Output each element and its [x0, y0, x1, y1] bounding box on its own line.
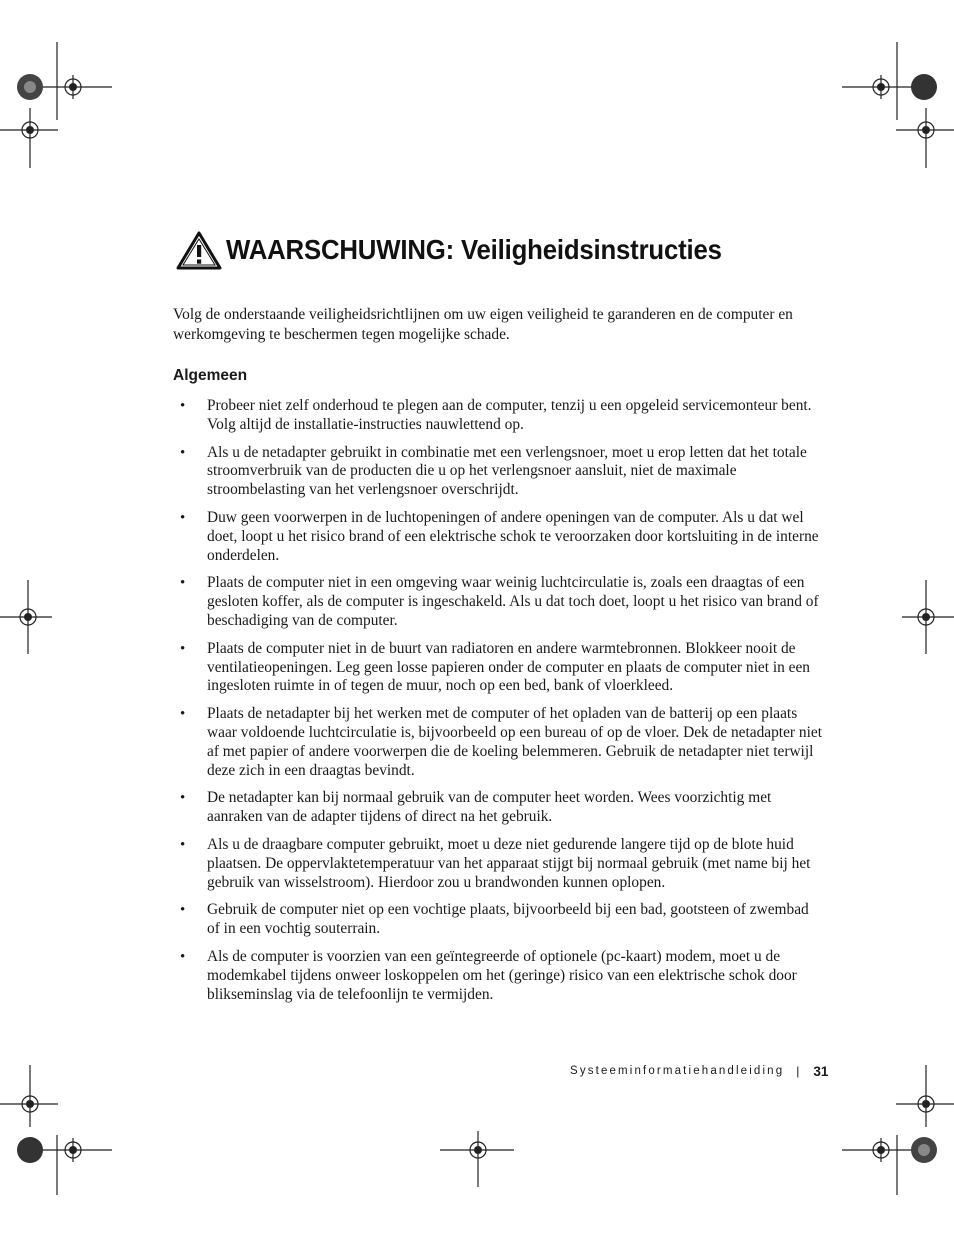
list-item-text: Als u de draagbare computer gebruikt, moet u deze niet gedurende langere tijd op de blote huid plaatsen. De oppervlaktetemperatuur van het apparaat stijgt bij normaal gebruik (met name bij het gebruik van wisselstroom). Hierdoor zou u brandwonden kunnen oplopen. [207, 835, 811, 891]
list-item [173, 901, 825, 939]
list-item-text: Duw geen voorwerpen in de luchtopeningen of andere openingen van de computer. Als u dat wel doet, loopt u het risico brand of een elektrische schok te veroorzaken door kortsluiting in de interne onderdelen. [207, 508, 819, 564]
intro-paragraph: Volg de onderstaande veiligheidsrichtlijnen om uw eigen veiligheid te garanderen en de computer en werkomgeving te beschermen tegen mogelijke schade. [173, 306, 793, 343]
list-item [173, 509, 825, 565]
bullet-icon: • [180, 902, 186, 919]
bullet-icon: • [180, 836, 186, 853]
list-item [173, 574, 825, 630]
list-item-text: Probeer niet zelf onderhoud te plegen aan de computer, tenzij u een opgeleid servicemonteur bent. Volg altijd de installatie-instructies nauwlettend op. [207, 397, 812, 433]
crop-mark-bottom-center [438, 1125, 518, 1195]
bullet-icon: • [180, 509, 186, 526]
list-item [173, 705, 825, 780]
list-item-text: Plaats de computer niet in de buurt van radiatoren en andere warmtebronnen. Blokkeer nooit de ventilatieopeningen. Leg geen losse papieren onder de computer en plaats de computer niet in een ingesloten ruimte in of tegen de muur, noch op een bed, bank of vloerkleed. [207, 639, 811, 695]
list-item [173, 444, 825, 500]
page-title-block [176, 228, 876, 272]
crop-mark-bottom-left [0, 1055, 140, 1235]
list-item [173, 640, 825, 696]
crop-mark-top-right [814, 0, 954, 180]
crop-mark-bottom-right [814, 1055, 954, 1235]
list-item-text: De netadapter kan bij normaal gebruik van de computer heet worden. Wees voorzichtig met aanraken van de adapter tijdens of direct na het gebruik. [207, 789, 772, 826]
bullet-icon: • [180, 444, 186, 461]
crop-mark-top-left [0, 0, 140, 180]
page-footer [570, 1062, 830, 1080]
list-item [173, 948, 825, 1004]
section-heading: Algemeen [173, 367, 248, 384]
page-title: WAARSCHUWING: Veiligheidsinstructies [226, 234, 722, 265]
bullet-icon: • [180, 706, 186, 723]
bullet-icon: • [180, 575, 186, 592]
list-item [173, 836, 825, 892]
list-item-text: Plaats de computer niet in een omgeving waar weinig luchtcirculatie is, zoals een draagtas of een gesloten koffer, als de computer is ingeschakeld. Als u dat toch doet, loopt u het risico van brand of beschadiging van de computer. [207, 574, 819, 629]
bullet-icon: • [180, 790, 186, 807]
bullet-icon: • [180, 398, 186, 414]
list-item-text: Als de computer is voorzien van een geïntegreerde of optionele (pc-kaart) modem, moet u de modemkabel tijdens onweer loskoppelen om het (geringe) risico van een elektrische schok door blikseminslag via de telefoonlijn te vermijden. [207, 947, 797, 1003]
list-item [173, 789, 825, 827]
crop-mark-middle-left [0, 576, 70, 656]
crop-mark-middle-right [884, 576, 954, 656]
safety-bullet-list [173, 397, 825, 1004]
page-number: 31 [813, 1063, 829, 1079]
footer-document-name: Systeeminformatiehandleiding [570, 1065, 785, 1077]
warning-triangle-icon [176, 230, 222, 270]
footer-separator: | [796, 1064, 800, 1078]
list-item [173, 397, 825, 435]
bullet-icon: • [180, 948, 186, 965]
list-item-text: Gebruik de computer niet op een vochtige plaats, bijvoorbeeld bij een bad, gootsteen of zwembad of in een vochtig souterrain. [207, 901, 809, 938]
list-item-text: Plaats de netadapter bij het werken met de computer of het opladen van de batterij op een plaats waar voldoende luchtcirculatie is, bijvoorbeeld op een bureau of op de vloer. Dek de netadapter niet af met papier of andere voorwerpen die de koeling belemmeren. Gebruik de netadapter niet terwijl deze zich in een draagtas bevindt. [207, 705, 822, 779]
list-item-text: Als u de netadapter gebruikt in combinatie met een verlengsnoer, moet u erop letten dat het totale stroomverbruik van de producten die u op het verlengsnoer aansluit, niet de maximale stroombelasting van het verlengsnoer overschrijdt. [207, 443, 807, 499]
bullet-icon: • [180, 640, 186, 657]
